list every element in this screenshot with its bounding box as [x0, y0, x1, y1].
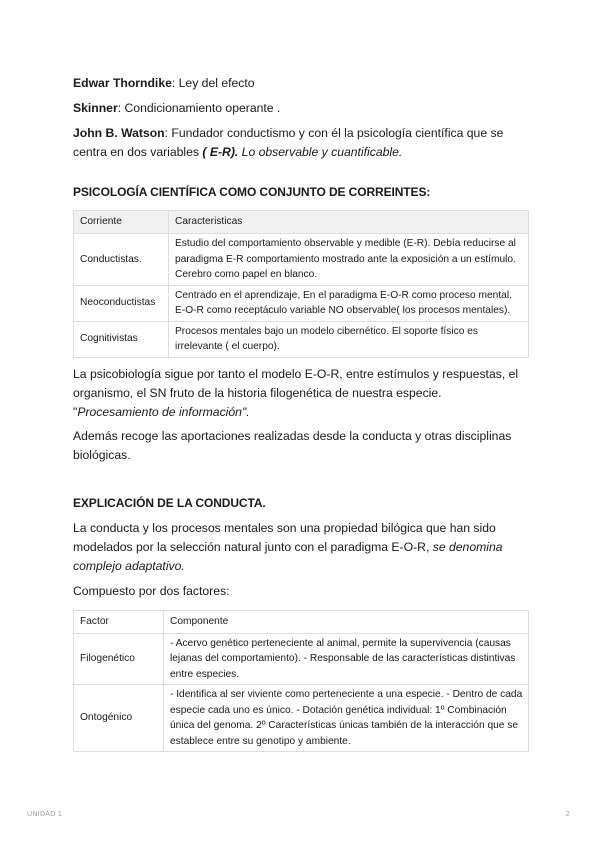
paragraph-psicobiologia: [73, 365, 529, 422]
definition-name: Edwar Thorndike: [73, 76, 172, 90]
section-heading-conducta: EXPLICACIÓN DE LA CONDUCTA.: [73, 495, 266, 510]
table-cell: - Acervo genético perteneciente al animal, permite la supervivencia (causas lejanas del comportamiento). - Responsable de las características distintivas entre especies.: [164, 633, 529, 685]
corrientes-table: [73, 210, 529, 358]
paragraph-aportaciones: Además recoge las aportaciones realizadas desde la conducta y otras disciplinas biológicas.: [73, 428, 512, 462]
factores-table: [73, 610, 529, 753]
table-cell: Ontogénico: [74, 685, 164, 752]
table-header-row: [74, 610, 529, 633]
table-cell: - Identifica al ser viviente como perteneciente a una especie. - Dentro de cada especie cada uno es único. - Dotación genética individual: 1º Combinación única del genoma. 2º Características únicas también de la interacción que se establece entre su genotipo y ambiente.: [164, 685, 529, 752]
table-cell: Estudio del comportamiento observable y medible (E-R). Debía reducirse al paradigma E-R comportamiento mostrado ante la exposición a un estímulo. Cerebro como papel en blanco.: [169, 234, 529, 286]
definition-watson: [73, 124, 529, 162]
table-header-row: [74, 211, 529, 234]
definition-text: : Condicionamiento operante .: [117, 101, 281, 115]
section-heading-corrientes: PSICOLOGÍA CIENTÍFICA COMO CONJUNTO DE CORREINTES:: [73, 185, 431, 199]
definition-thorndike: [73, 74, 529, 93]
paragraph-italic: se denomina complejo adaptativo.: [73, 539, 503, 573]
table-row: [74, 234, 529, 286]
paragraph-factores: Compuesto por dos factores:: [73, 583, 230, 598]
definition-text: : Fundador conductismo y con él la psicología científica que se centra en dos variables: [73, 126, 504, 159]
document-page: [73, 74, 529, 752]
table-cell: Conductistas.: [74, 234, 169, 286]
column-header: Corriente: [74, 211, 169, 234]
footer-page-number: 2: [565, 811, 570, 818]
definition-variables: ( E-R).: [202, 145, 239, 159]
paragraph-italic: Procesamiento de información".: [77, 404, 250, 419]
definition-name: John B. Watson: [73, 126, 165, 140]
definition-name: Skinner: [73, 101, 118, 115]
table-row: [74, 685, 529, 752]
table-cell: Centrado en el aprendizaje, En el paradigma E-O-R como proceso mental. E-O-R como receptáculo variable NO observable( los procesos mentales).: [169, 285, 529, 321]
definition-skinner: [73, 99, 529, 118]
table-cell: Procesos mentales bajo un modelo cibernético. El soporte físico es irrelevante ( el cuerpo).: [169, 321, 529, 357]
table-row: [74, 285, 529, 321]
definition-text: : Ley del efecto: [171, 76, 255, 90]
column-header: Caracteristicas: [169, 211, 529, 234]
table-cell: Neoconductistas: [74, 285, 169, 321]
column-header: Componente: [164, 610, 529, 633]
paragraph-text: La psicobiología sigue por tanto el modelo E-O-R, entre estímulos y respuestas, el organismo, el SN fruto de la historia filogenética de nuestra especie. ": [73, 366, 519, 419]
table-cell: Filogenético: [74, 633, 164, 685]
table-row: [74, 633, 529, 685]
paragraph-conducta: [73, 519, 529, 576]
table-row: [74, 321, 529, 357]
paragraph-text: La conducta y los procesos mentales son una propiedad bilógica que han sido modelados por la selección natural junto con el paradigma E-O-R,: [73, 520, 496, 554]
definition-italic: Lo observable y cuantificable.: [238, 145, 403, 159]
table-cell: Cognitivistas: [74, 321, 169, 357]
column-header: Factor: [74, 610, 164, 633]
footer-unit: UNIDAD 1: [27, 811, 63, 818]
